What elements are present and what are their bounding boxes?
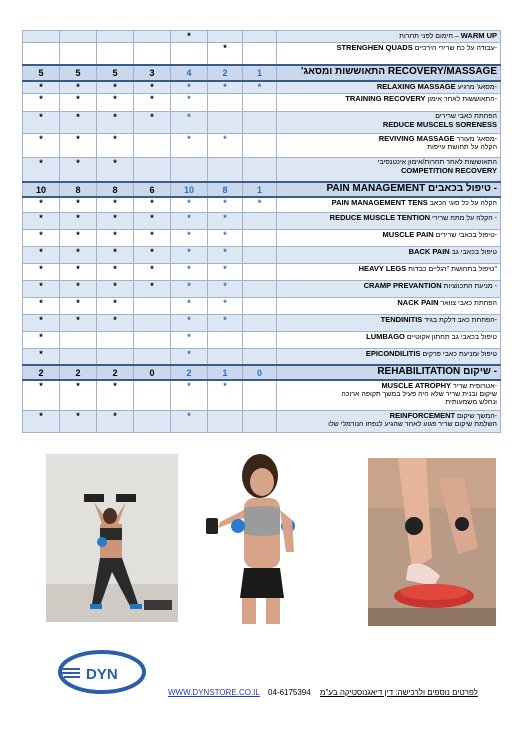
table-row <box>23 81 501 94</box>
mark-cell: * <box>134 212 171 229</box>
label-english: PAIN MANAGEMENT TENS <box>331 198 428 207</box>
mark-cell <box>60 31 97 43</box>
row-label <box>277 111 501 133</box>
row-label <box>277 348 501 365</box>
label-english: MUSCLE ATROPHY <box>381 381 452 390</box>
count-cell: 10 <box>23 182 60 197</box>
table-row <box>23 31 501 43</box>
label-english: MUSCLE PAIN <box>382 229 434 239</box>
mark-cell: * <box>97 380 134 410</box>
count-cell: 8 <box>208 182 243 197</box>
label-hebrew: המשך שיקום- <box>457 412 497 420</box>
mark-cell: * <box>23 157 60 182</box>
mark-cell <box>208 331 243 348</box>
label-english: RELAXING MASSAGE <box>376 81 456 91</box>
mark-cell <box>134 380 171 410</box>
label-hebrew: 'התאוששות ומסאג <box>301 65 386 77</box>
row-label <box>277 263 501 280</box>
contact-text: לפרטים נוספים ולרכישה: דין דיאגנוסטיקה בע"מ <box>320 688 478 697</box>
mark-cell <box>208 157 243 182</box>
count-cell: 6 <box>134 182 171 197</box>
label-hebrew: התאוששות לאחר אימון- <box>427 95 497 103</box>
mark-cell <box>171 157 208 182</box>
mark-cell: * <box>23 111 60 133</box>
row-label <box>277 182 501 197</box>
features-table <box>22 30 501 433</box>
mark-cell: * <box>60 297 97 314</box>
table-row <box>23 197 501 212</box>
row-label <box>277 65 501 81</box>
row-label <box>277 380 501 410</box>
row-label <box>277 157 501 182</box>
count-cell: 3 <box>134 65 171 81</box>
label-hebrew: אטרופית שריר- <box>452 383 497 390</box>
mark-cell <box>243 348 277 365</box>
mark-cell <box>243 297 277 314</box>
table-row <box>23 229 501 246</box>
count-cell: 1 <box>208 365 243 380</box>
row-label <box>277 197 501 212</box>
mark-cell: * <box>171 331 208 348</box>
label-english: PAIN MANAGEMENT <box>326 183 426 194</box>
mark-cell <box>23 31 60 43</box>
mark-cell: * <box>97 93 134 111</box>
row-label <box>277 365 501 380</box>
table-row <box>23 263 501 280</box>
mark-cell <box>134 31 171 43</box>
mark-cell <box>243 229 277 246</box>
mark-cell: * <box>97 410 134 432</box>
mark-cell: * <box>208 197 243 212</box>
mark-cell: * <box>23 280 60 297</box>
mark-cell: * <box>97 197 134 212</box>
mark-cell: * <box>208 43 243 65</box>
label-english: WARM UP <box>460 31 497 40</box>
mark-cell <box>97 31 134 43</box>
mark-cell <box>243 212 277 229</box>
mark-cell: * <box>134 246 171 263</box>
mark-cell: * <box>134 280 171 297</box>
count-cell: 0 <box>243 365 277 380</box>
mark-cell <box>134 157 171 182</box>
phone-number: 04-6175394 <box>268 688 311 697</box>
label-hebrew: טיפול בכאבי גב תחתון אקוטיים <box>406 333 497 341</box>
mark-cell: * <box>97 229 134 246</box>
mark-cell: * <box>97 297 134 314</box>
mark-cell: * <box>60 410 97 432</box>
mark-cell: * <box>23 229 60 246</box>
section-row <box>23 182 501 197</box>
mark-cell: * <box>60 229 97 246</box>
mark-cell: * <box>60 93 97 111</box>
store-link[interactable]: WWW.DYNSTORE.CO.IL <box>168 688 260 697</box>
mark-cell <box>60 331 97 348</box>
label-hebrew: מסאג' מרגיע- <box>457 83 497 91</box>
label-hebrew: השלמת שיקום שריר פגוע לאחר שהגיע לנפחו הנורמלי שלו <box>328 420 497 428</box>
label-english: REINFORCEMENT <box>389 410 456 420</box>
mark-cell: * <box>60 197 97 212</box>
table-row <box>23 111 501 133</box>
mark-cell: * <box>97 133 134 157</box>
mark-cell: * <box>60 263 97 280</box>
label-english: BACK PAIN <box>408 246 450 256</box>
section-row <box>23 65 501 81</box>
mark-cell: * <box>171 314 208 331</box>
mark-cell <box>243 380 277 410</box>
label-hebrew: טיפול בתחושת "רגליים כבדות" <box>408 265 497 273</box>
count-cell: 10 <box>171 182 208 197</box>
mark-cell: * <box>60 246 97 263</box>
mark-cell: * <box>243 197 277 212</box>
row-label <box>277 410 501 432</box>
count-cell: 8 <box>97 182 134 197</box>
mark-cell <box>134 133 171 157</box>
mark-cell: * <box>23 93 60 111</box>
mark-cell: * <box>171 133 208 157</box>
label-hebrew: הפחתת כאב דלקת בגיד- <box>424 316 497 324</box>
mark-cell: * <box>171 263 208 280</box>
mark-cell: * <box>134 197 171 212</box>
dyn-logo-icon <box>58 650 146 696</box>
table-row <box>23 157 501 182</box>
table-row <box>23 380 501 410</box>
mark-cell: * <box>208 212 243 229</box>
mark-cell: * <box>208 280 243 297</box>
row-label <box>277 297 501 314</box>
mark-cell: * <box>243 81 277 94</box>
mark-cell: * <box>171 81 208 94</box>
mark-cell <box>134 331 171 348</box>
count-cell: 2 <box>60 365 97 380</box>
mark-cell: * <box>208 246 243 263</box>
mark-cell: * <box>23 380 60 410</box>
mark-cell <box>23 43 60 65</box>
mark-cell <box>208 111 243 133</box>
mark-cell: * <box>134 93 171 111</box>
mark-cell: * <box>208 297 243 314</box>
mark-cell <box>60 348 97 365</box>
mark-cell: * <box>171 246 208 263</box>
mark-cell: * <box>23 133 60 157</box>
label-hebrew: הפחתת כאבי שרירים <box>435 112 497 120</box>
mark-cell <box>243 410 277 432</box>
table-row <box>23 133 501 157</box>
woman-weights-photo <box>46 454 178 622</box>
row-label <box>277 43 501 65</box>
dyn-logo <box>58 650 146 696</box>
leg-balance-image <box>368 458 496 626</box>
mark-cell: * <box>134 111 171 133</box>
mark-cell: * <box>60 280 97 297</box>
mark-cell: * <box>171 380 208 410</box>
label-hebrew: הפחתת כאבי צוואר <box>440 299 497 307</box>
mark-cell <box>243 246 277 263</box>
mark-cell: * <box>23 212 60 229</box>
label-hebrew: ונחלש משמעותית <box>445 399 497 406</box>
label-hebrew: מסאג' מעורר- <box>456 135 497 143</box>
row-label <box>277 81 501 94</box>
mark-cell: * <box>97 314 134 331</box>
mark-cell: * <box>60 380 97 410</box>
mark-cell: * <box>23 81 60 94</box>
mark-cell: * <box>171 111 208 133</box>
label-english: RECOVERY/MASSAGE <box>387 65 497 77</box>
label-english: LUMBAGO <box>366 331 405 341</box>
label-english: CRAMP PREVANTION <box>363 280 442 290</box>
table-row <box>23 297 501 314</box>
leg-balance-photo <box>368 458 496 626</box>
mark-cell <box>243 31 277 43</box>
label-hebrew: חימום לפני תחרות – <box>399 33 459 40</box>
mark-cell: * <box>60 314 97 331</box>
row-label <box>277 246 501 263</box>
label-english: EPICONDILITIS <box>365 348 421 358</box>
table-row <box>23 93 501 111</box>
label-line <box>279 135 497 144</box>
mark-cell: * <box>97 81 134 94</box>
mark-cell <box>208 348 243 365</box>
mark-cell: * <box>208 81 243 94</box>
mark-cell: * <box>23 348 60 365</box>
mark-cell <box>243 133 277 157</box>
table-row <box>23 212 501 229</box>
mark-cell: * <box>208 380 243 410</box>
mark-cell <box>243 111 277 133</box>
mark-cell: * <box>171 280 208 297</box>
mark-cell: * <box>171 297 208 314</box>
label-english: COMPETITION RECOVERY <box>401 165 497 175</box>
count-cell: 5 <box>97 65 134 81</box>
label-hebrew: שיקום - <box>463 366 497 377</box>
label-english: REHABILITATION <box>377 366 461 377</box>
label-line <box>279 412 497 421</box>
mark-cell: * <box>97 263 134 280</box>
count-cell: 8 <box>60 182 97 197</box>
table-row <box>23 410 501 432</box>
label-hebrew: טיפול בכאבי שרירים- <box>435 231 497 239</box>
count-cell: 1 <box>243 65 277 81</box>
label-hebrew: שיקום ובנית שריר שלא היה פעיל במשך תקופה ארוכה <box>341 391 497 398</box>
table-row <box>23 246 501 263</box>
count-cell: 5 <box>60 65 97 81</box>
count-cell: 1 <box>243 182 277 197</box>
label-hebrew: עבודה על כח שרירי הירכיים- <box>414 45 497 52</box>
mark-cell: * <box>60 133 97 157</box>
mark-cell: * <box>208 314 243 331</box>
label-english: TRAINING RECOVERY <box>345 93 426 103</box>
mark-cell: * <box>97 111 134 133</box>
row-label <box>277 212 501 229</box>
row-label <box>277 280 501 297</box>
count-cell: 0 <box>134 365 171 380</box>
mark-cell: * <box>171 197 208 212</box>
mark-cell: * <box>134 229 171 246</box>
row-label <box>277 31 501 43</box>
row-label <box>277 314 501 331</box>
mark-cell <box>243 331 277 348</box>
mark-cell: * <box>208 133 243 157</box>
mark-cell <box>97 348 134 365</box>
mark-cell <box>171 43 208 65</box>
table-row <box>23 314 501 331</box>
count-cell: 5 <box>23 65 60 81</box>
label-english: REVIVING MASSAGE <box>378 133 455 143</box>
label-hebrew: טיפול בכאבים - <box>427 183 497 194</box>
mark-cell <box>243 157 277 182</box>
row-label <box>277 331 501 348</box>
mark-cell <box>134 297 171 314</box>
mark-cell <box>60 43 97 65</box>
label-hebrew: טיפול ומניעת כאבי פרקים <box>422 350 497 358</box>
mark-cell <box>97 43 134 65</box>
table-row <box>23 348 501 365</box>
mark-cell: * <box>97 157 134 182</box>
section-row <box>23 365 501 380</box>
label-hebrew: הקלה על מתח שרירי - <box>432 214 497 222</box>
label-english: STRENGHEN QUADS <box>336 43 413 52</box>
mark-cell: * <box>134 81 171 94</box>
mark-cell <box>97 331 134 348</box>
label-english: NACK PAIN <box>397 297 439 307</box>
count-cell: 2 <box>208 65 243 81</box>
label-english: TENDINITIS <box>380 314 423 324</box>
mark-cell <box>243 43 277 65</box>
mark-cell <box>134 348 171 365</box>
label-english: REDUCE MUSCELS SORENESS <box>382 119 497 129</box>
row-label <box>277 229 501 246</box>
mark-cell: * <box>23 314 60 331</box>
mark-cell: * <box>97 212 134 229</box>
woman-phone-image <box>200 452 320 624</box>
mark-cell: * <box>23 263 60 280</box>
mark-cell <box>243 93 277 111</box>
mark-cell: * <box>97 246 134 263</box>
mark-cell <box>243 280 277 297</box>
mark-cell: * <box>23 410 60 432</box>
count-cell: 2 <box>171 365 208 380</box>
mark-cell: * <box>60 81 97 94</box>
mark-cell: * <box>23 246 60 263</box>
count-cell: 4 <box>171 65 208 81</box>
table-row <box>23 331 501 348</box>
mark-cell: * <box>171 31 208 43</box>
mark-cell <box>134 314 171 331</box>
label-english: REDUCE MUSCLE TENTION <box>329 212 431 222</box>
mark-cell: * <box>171 410 208 432</box>
table-row <box>23 43 501 65</box>
mark-cell: * <box>171 212 208 229</box>
mark-cell: * <box>171 93 208 111</box>
woman-weights-image <box>46 454 178 622</box>
label-line <box>279 382 497 391</box>
mark-cell <box>208 31 243 43</box>
mark-cell: * <box>23 331 60 348</box>
mark-cell <box>208 410 243 432</box>
mark-cell: * <box>60 212 97 229</box>
label-hebrew: התאוששות לאחר תחרות/אימון אינטנסיבי <box>377 158 497 166</box>
mark-cell: * <box>134 263 171 280</box>
mark-cell: * <box>97 280 134 297</box>
mark-cell: * <box>171 348 208 365</box>
mark-cell: * <box>23 197 60 212</box>
mark-cell: * <box>171 229 208 246</box>
mark-cell <box>134 43 171 65</box>
woman-phone-photo <box>200 452 320 624</box>
mark-cell: * <box>60 157 97 182</box>
label-hebrew: הקלה על כל סוגי הכאב <box>429 200 497 207</box>
mark-cell: * <box>208 263 243 280</box>
label-hebrew: טיפול בכאבי גב <box>451 248 497 256</box>
label-hebrew: הקלה על תחושת עייפות <box>427 143 497 151</box>
row-label <box>277 93 501 111</box>
count-cell: 2 <box>23 365 60 380</box>
mark-cell <box>243 314 277 331</box>
logo-text: DYN <box>86 666 118 683</box>
mark-cell <box>134 410 171 432</box>
label-hebrew: מניעת התכווציות - <box>443 282 497 290</box>
mark-cell <box>208 93 243 111</box>
mark-cell: * <box>23 297 60 314</box>
mark-cell <box>243 263 277 280</box>
table-row <box>23 280 501 297</box>
row-label <box>277 133 501 157</box>
label-english: HEAVY LEGS <box>358 263 407 273</box>
mark-cell: * <box>208 229 243 246</box>
count-cell: 2 <box>97 365 134 380</box>
mark-cell: * <box>60 111 97 133</box>
